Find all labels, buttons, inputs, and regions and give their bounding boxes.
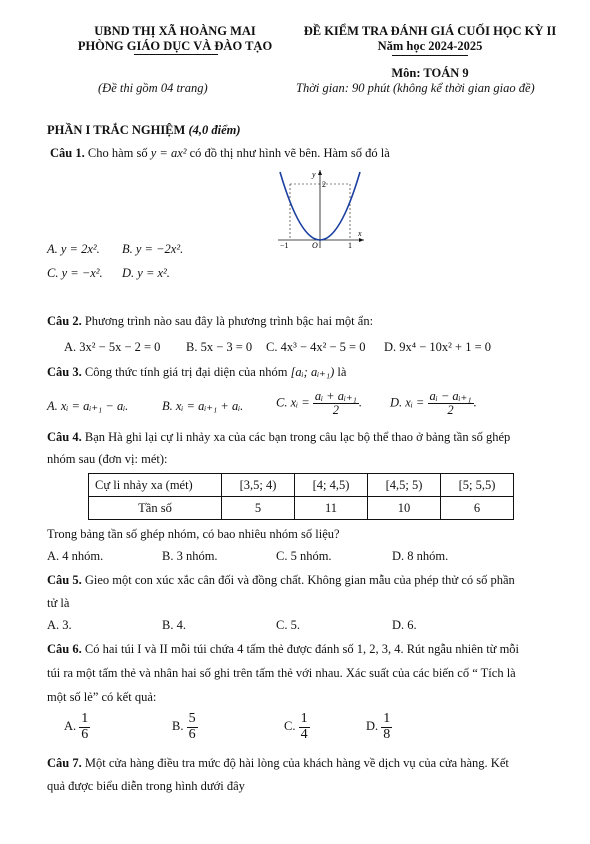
- question-6-label: Câu 6.: [47, 642, 82, 656]
- frequency-table: [88, 473, 514, 520]
- graph-y-label: y: [312, 170, 316, 179]
- question-6-option-a-den: 6: [81, 726, 89, 742]
- table-row: [89, 497, 514, 520]
- graph-tick-neg1: −1: [280, 241, 289, 250]
- graph-y-arrow: [318, 170, 322, 175]
- question-4-option-b[interactable]: B. 3 nhóm.: [162, 549, 218, 563]
- section-title: [47, 123, 241, 138]
- question-6-option-c-num: 1: [300, 711, 308, 726]
- question-6-option-c[interactable]: [284, 712, 310, 742]
- question-4-question: Trong bảng tần số ghép nhóm, có bao nhiêu nhóm số liệu?: [47, 527, 340, 541]
- question-1-text-pre: Cho hàm số: [87, 146, 148, 160]
- graph-tick-1: 1: [348, 241, 352, 250]
- table-cell: [4; 4,5): [295, 474, 368, 497]
- question-6-option-b-num: 5: [188, 711, 196, 726]
- question-6-text-line1: Có hai túi I và II mỗi túi chứa 4 tấm thẻ được đánh số 1, 2, 3, 4. Rút ngẫu nhiên từ mỗi: [84, 642, 520, 656]
- question-5-text-line2: tử là: [47, 596, 70, 610]
- question-3-option-c-label: C. xᵢ =: [276, 395, 310, 410]
- question-5-option-d[interactable]: D. 6.: [392, 618, 417, 632]
- question-4-stem-line1: [47, 430, 510, 445]
- table-cell: 5: [222, 497, 295, 520]
- question-5-option-b[interactable]: B. 4.: [162, 618, 186, 632]
- question-3-text-post: là: [337, 365, 347, 379]
- question-3-option-c-dot: .: [358, 395, 363, 410]
- question-3-label: Câu 3.: [47, 365, 82, 379]
- table-cell: Tần số: [89, 497, 222, 520]
- question-1-text-post: có đồ thị như hình vẽ bên. Hàm số đó là: [189, 146, 390, 160]
- question-6-option-a[interactable]: [64, 712, 90, 742]
- header-org-line1: UBND THỊ XÃ HOÀNG MAI: [94, 24, 256, 38]
- header-org-underline: [134, 54, 218, 55]
- question-3-option-d-label: D. xᵢ =: [390, 395, 425, 410]
- table-cell: 6: [441, 497, 514, 520]
- header-school-year: Năm học 2024-2025: [377, 39, 483, 53]
- question-2-stem: [47, 314, 373, 329]
- question-4-text-line2: nhóm sau (đơn vị: mét):: [47, 452, 168, 466]
- header-org-line2: PHÒNG GIÁO DỤC VÀ ĐÀO TẠO: [77, 39, 273, 53]
- question-6-text-line2: túi ra một tấm thẻ và nhân hai số ghi trên tấm thẻ với nhau. Xác suất của các biến cố “ Tích là: [47, 666, 516, 680]
- question-6-option-d[interactable]: [366, 712, 392, 742]
- question-4-option-d[interactable]: D. 8 nhóm.: [392, 549, 449, 563]
- question-6-option-b-label: B.: [172, 719, 184, 734]
- question-5-text-line1: Gieo một con xúc xắc cân đối và đồng chất. Không gian mẫu của phép thử có số phần: [84, 573, 515, 587]
- question-6-option-d-label: D.: [366, 719, 379, 734]
- question-7-stem-line1: [47, 756, 509, 771]
- question-6-option-a-fraction: [79, 712, 90, 742]
- header-pages-note: (Đề thi gồm 04 trang): [98, 81, 208, 95]
- question-2-text: Phương trình nào sau đây là phương trình bậc hai một ẩn:: [84, 314, 374, 328]
- table-cell: Cự li nhảy xa (mét): [89, 474, 222, 497]
- question-5-label: Câu 5.: [47, 573, 82, 587]
- question-6-text-line3: một số lẻ” có kết quả:: [47, 690, 157, 704]
- question-3-option-c-fraction: [313, 390, 359, 417]
- graph-origin-label: O: [312, 241, 318, 250]
- question-2-option-b[interactable]: B. 5x − 3 = 0: [186, 340, 253, 354]
- question-4-text-line1: Bạn Hà ghi lại cự li nhảy xa của các bạn trong câu lạc bộ thể thao ở bảng tần số ghép: [84, 430, 511, 444]
- question-2-option-a[interactable]: A. 3x² − 5x − 2 = 0: [64, 340, 161, 354]
- question-6-option-c-fraction: [299, 712, 310, 742]
- section-points: (4,0 điểm): [188, 123, 241, 137]
- question-3-option-c[interactable]: [276, 390, 362, 417]
- table-cell: [5; 5,5): [441, 474, 514, 497]
- question-6-option-a-label: A.: [64, 719, 77, 734]
- table-cell: [4,5; 5): [368, 474, 441, 497]
- header-exam-title: ĐỀ KIỂM TRA ĐÁNH GIÁ CUỐI HỌC KỲ II: [303, 24, 557, 38]
- section-title-text: PHẦN I TRẮC NGHIỆM: [47, 123, 186, 137]
- question-3-option-d-den: 2: [447, 403, 454, 418]
- question-4-label: Câu 4.: [47, 430, 82, 444]
- question-1-option-c[interactable]: C. y = −x².: [47, 266, 103, 280]
- question-3-option-c-den: 2: [332, 403, 339, 418]
- header-year-underline: [392, 55, 468, 56]
- question-1-option-d[interactable]: D. y = x².: [122, 266, 170, 280]
- question-1-function: y = ax²: [150, 146, 187, 160]
- question-3-group: [aᵢ; aᵢ₊₁): [290, 365, 335, 379]
- question-2-option-c[interactable]: C. 4x³ − 4x² − 5 = 0: [266, 340, 366, 354]
- table-cell: 10: [368, 497, 441, 520]
- question-6-option-b-den: 6: [188, 726, 196, 742]
- graph-tick-2: 2: [322, 180, 326, 189]
- question-6-option-b-fraction: [187, 712, 198, 742]
- question-6-option-d-den: 8: [383, 726, 391, 742]
- header-time-note: Thời gian: 90 phút (không kể thời gian giao đề): [296, 81, 535, 95]
- question-1-option-a[interactable]: A. y = 2x².: [47, 242, 100, 256]
- question-2-label: Câu 2.: [47, 314, 82, 328]
- question-3-option-b[interactable]: B. xᵢ = aᵢ₊₁ + aᵢ.: [162, 399, 244, 413]
- question-5-stem-line1: [47, 573, 515, 588]
- question-5-option-c[interactable]: C. 5.: [276, 618, 300, 632]
- table-row: [89, 474, 514, 497]
- question-6-option-d-num: 1: [383, 711, 391, 726]
- question-7-text-line1: Một cửa hàng điều tra mức độ hài lòng của khách hàng về dịch vụ của cửa hàng. Kết: [84, 756, 509, 770]
- question-1-option-b[interactable]: B. y = −2x².: [122, 242, 184, 256]
- question-3-option-d-num: aᵢ − aᵢ₊₁: [429, 389, 472, 403]
- question-7-text-line2: quả được biểu diễn trong hình dưới đây: [47, 779, 245, 793]
- graph-x-arrow: [359, 238, 364, 242]
- question-3-option-a[interactable]: A. xᵢ = aᵢ₊₁ − aᵢ.: [47, 399, 129, 413]
- question-5-option-a[interactable]: A. 3.: [47, 618, 72, 632]
- question-6-option-a-num: 1: [81, 711, 89, 726]
- question-7-label: Câu 7.: [47, 756, 82, 770]
- question-4-option-c[interactable]: C. 5 nhóm.: [276, 549, 332, 563]
- question-3-option-d-fraction: [428, 390, 474, 417]
- question-1-label: Câu 1.: [50, 146, 85, 160]
- question-6-option-c-den: 4: [300, 726, 308, 742]
- question-1-parabola-graph: [272, 168, 368, 250]
- question-3-option-d-dot: .: [473, 395, 477, 410]
- header-subject: Môn: TOÁN 9: [391, 66, 469, 80]
- question-3-stem: [47, 364, 346, 380]
- graph-x-label: x: [358, 229, 362, 238]
- question-4-option-a[interactable]: A. 4 nhóm.: [47, 549, 104, 563]
- question-3-option-d[interactable]: [390, 390, 477, 417]
- question-3-option-c-num: aᵢ + aᵢ₊₁: [314, 389, 357, 403]
- table-cell: 11: [295, 497, 368, 520]
- table-cell: [3,5; 4): [222, 474, 295, 497]
- question-1-stem: [50, 146, 390, 161]
- question-6-option-b[interactable]: [172, 712, 198, 742]
- question-6-option-d-fraction: [381, 712, 392, 742]
- question-2-option-d[interactable]: D. 9x⁴ − 10x² + 1 = 0: [384, 340, 492, 354]
- question-3-text-pre: Công thức tính giá trị đại diện của nhóm: [84, 365, 288, 379]
- question-6-stem-line1: [47, 642, 519, 657]
- question-6-option-c-label: C.: [284, 719, 296, 734]
